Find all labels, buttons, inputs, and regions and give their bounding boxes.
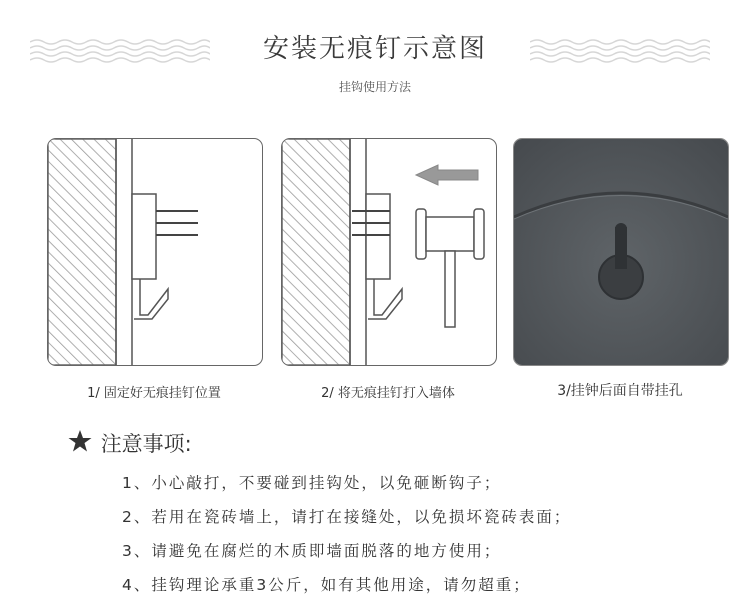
notes-heading [68, 428, 192, 458]
step-1-illustration [48, 139, 262, 365]
note-item: 3、请避免在腐烂的木质即墙面脱落的地方使用； [122, 542, 502, 560]
page-subtitle: 挂钩使用方法 [338, 80, 411, 94]
step-1-diagram [47, 138, 263, 366]
wall-hatch [282, 139, 350, 365]
notes-heading-text: 注意事项: [100, 432, 192, 456]
hook-shape [368, 279, 402, 319]
step-3-caption: 3/挂钟后面自带挂孔 [557, 383, 683, 399]
step-1-caption: 1/ 固定好无痕挂钉位置 [87, 386, 221, 401]
note-item: 1、小心敲打，不要碰到挂钩处，以免砸断钩子； [122, 474, 502, 492]
star-icon [68, 429, 94, 458]
wall-hatch [48, 139, 116, 365]
hook-plate [366, 194, 390, 279]
note-item: 2、若用在瓷砖墙上，请打在接缝处，以免损坏瓷砖表面； [122, 508, 572, 526]
step-2-illustration [282, 139, 496, 365]
step-2-caption: 2/ 将无痕挂钉打入墙体 [321, 386, 455, 401]
step-2-diagram [281, 138, 497, 366]
hook-plate [132, 194, 156, 279]
clock-back-illustration [514, 139, 728, 365]
hammer-icon [416, 209, 484, 327]
note-item: 4、挂钩理论承重3公斤，如有其他用途，请勿超重； [122, 576, 531, 594]
page-title: 安装无痕钉示意图 [262, 34, 487, 64]
keyhole-slot [615, 223, 627, 235]
step-3-photo [513, 138, 729, 366]
left-arrow-icon [416, 165, 478, 185]
hook-shape [134, 279, 168, 319]
